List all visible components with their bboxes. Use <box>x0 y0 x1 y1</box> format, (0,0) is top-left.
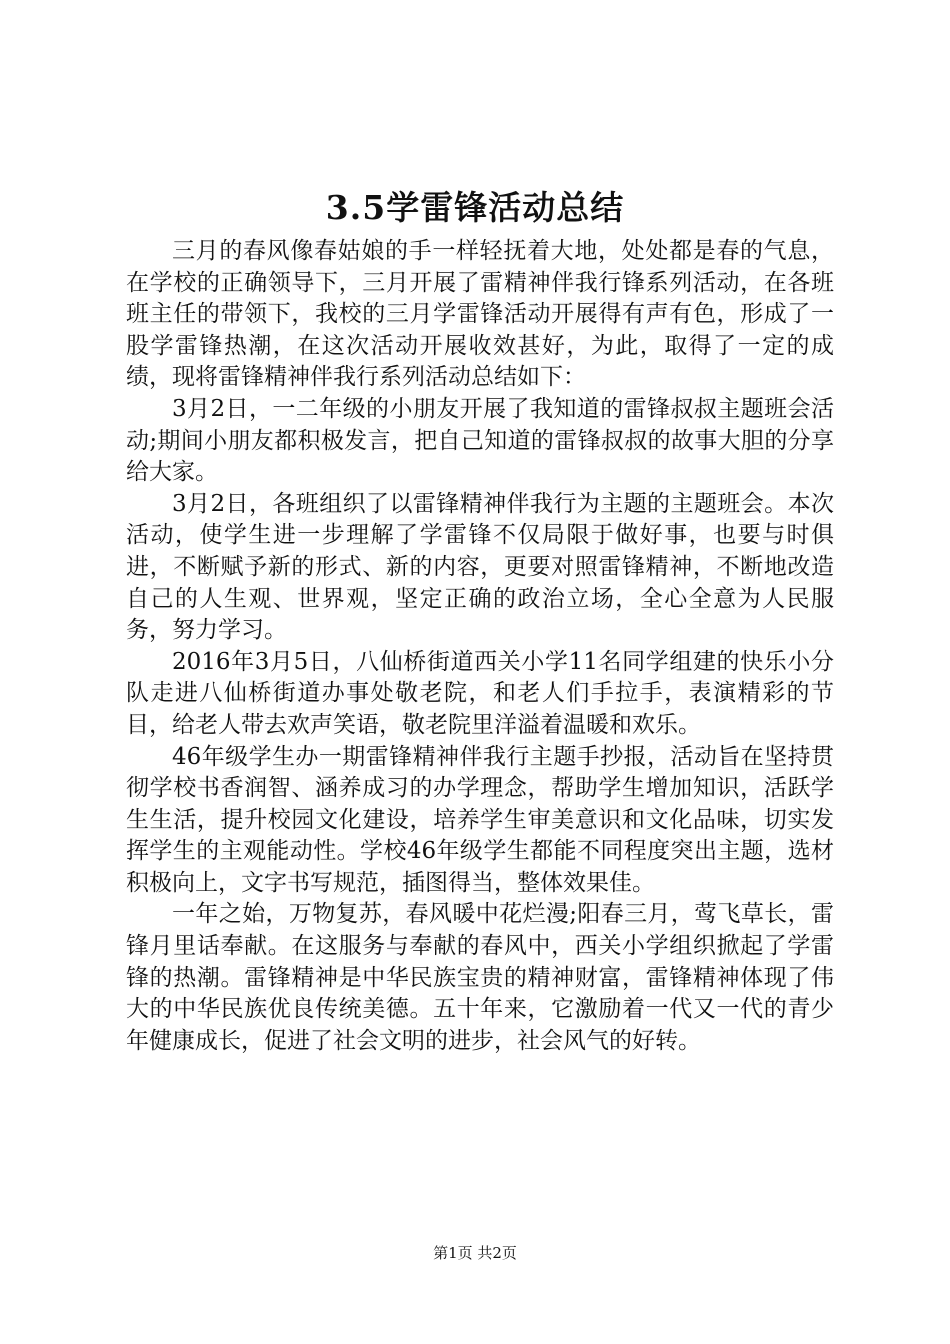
paragraph-class-meeting-grade-1-2: 3月2日，一二年级的小朋友开展了我知道的雷锋叔叔主题班会活动;期间小朋友都积极发言，把自己知道的雷锋叔叔的故事大胆的分享给大家。 <box>126 395 834 486</box>
document-body <box>126 236 834 1057</box>
paragraph-theme-class-meeting: 3月2日，各班组织了以雷锋精神伴我行为主题的主题班会。本次活动，使学生进一步理解了学雷锋不仅局限于做好事，也要与时俱进，不断赋予新的形式、新的内容，更要对照雷锋精神，不断地改造自己的人生观、世界观，坚定正确的政治立场，全心全意为人民服务，努力学习。 <box>126 490 834 644</box>
document-title: 3.5学雷锋活动总结 <box>325 188 625 227</box>
paragraph-handwritten-newspaper: 46年级学生办一期雷锋精神伴我行主题手抄报，活动旨在坚持贯彻学校书香润智、涵养成习的办学理念，帮助学生增加知识，活跃学生生活，提升校园文化建设，培养学生审美意识和文化品味，切实发挥学生的主观能动性。学校46年级学生都能不同程度突出主题，选材积极向上，文字书写规范，插图得当，整体效果佳。 <box>126 743 834 896</box>
paragraph-conclusion: 一年之始，万物复苏，春风暖中花烂漫;阳春三月，莺飞草长，雷锋月里话奉献。在这服务与奉献的春风中，西关小学组织掀起了学雷锋的热潮。雷锋精神是中华民族宝贵的精神财富，雷锋精神体现了伟大的中华民族优良传统美德。五十年来，它激励着一代又一代的青少年健康成长，促进了社会文明的进步，社会风气的好转。 <box>126 901 834 1054</box>
paragraph-nursing-home-visit: 2016年3月5日，八仙桥街道西关小学11名同学组建的快乐小分队走进八仙桥街道办事处敬老院，和老人们手拉手，表演精彩的节目，给老人带去欢声笑语，敬老院里洋溢着温暖和欢乐。 <box>126 648 834 738</box>
page-number-footer: 第1页 共2页 <box>433 1244 517 1262</box>
paragraph-intro: 三月的春风像春姑娘的手一样轻抚着大地，处处都是春的气息，在学校的正确领导下，三月开展了雷精神伴我行锋系列活动，在各班班主任的带领下，我校的三月学雷锋活动开展得有声有色，形成了一股学雷锋热潮，在这次活动开展收效甚好，为此，取得了一定的成绩，现将雷锋精神伴我行系列活动总结如下： <box>126 238 834 391</box>
